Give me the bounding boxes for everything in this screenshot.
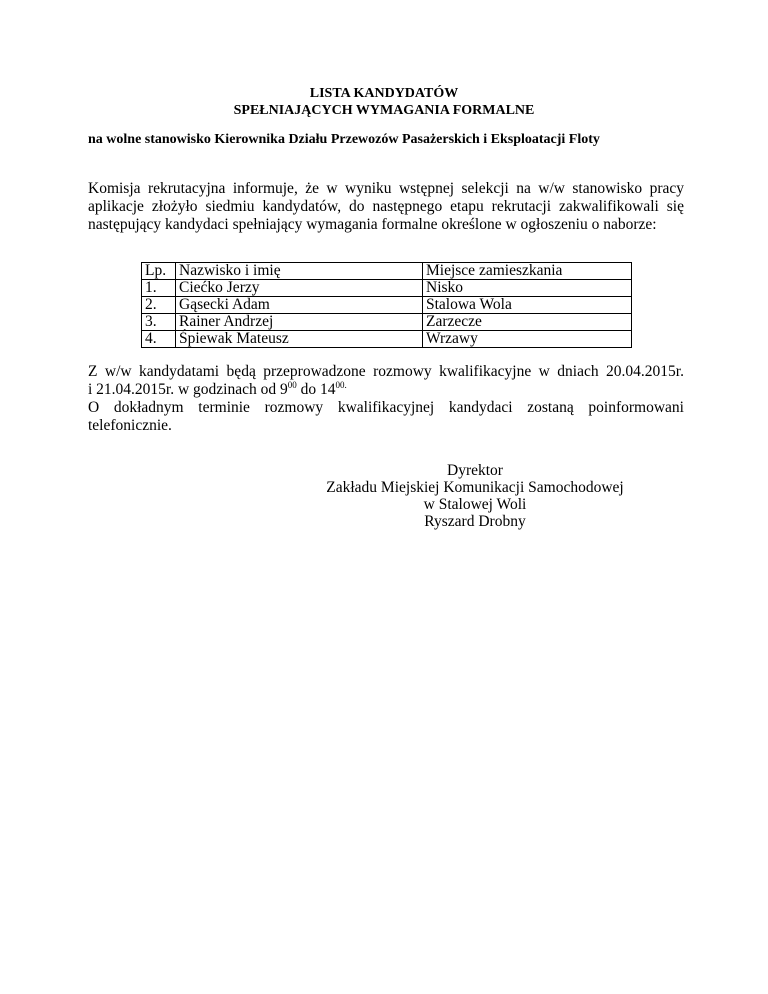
outro-line-hours (88, 381, 684, 399)
table-row (142, 331, 632, 348)
cell-residence: Stalowa Wola (423, 297, 632, 314)
cell-lp: 3. (142, 314, 176, 331)
intro-line: następujący kandydaci spełniający wymagania formalne określone w ogłoszeniu o naborze: (88, 216, 657, 233)
table-row (142, 314, 632, 331)
intro-line: aplikacje złożyło siedmiu kandydatów, do następnego etapu rekrutacji zakwalifikowali się (88, 198, 684, 215)
intro-paragraph (88, 180, 684, 234)
signature-block (325, 462, 625, 530)
signature-organization: Zakładu Miejskiej Komunikacji Samochodowej (326, 479, 624, 496)
cell-name: Gąsecki Adam (176, 297, 423, 314)
candidates-table-wrapper (141, 262, 632, 348)
cell-lp: 4. (142, 331, 176, 348)
outro-line: Z w/w kandydatami będą przeprowadzone rozmowy kwalifikacyjne w dniach 20.04.2015r. (88, 363, 684, 380)
header-name: Nazwisko i imię (176, 263, 423, 280)
document-title-line2: SPEŁNIAJĄCYCH WYMAGANIA FORMALNE (233, 103, 535, 118)
cell-residence: Nisko (423, 280, 632, 297)
cell-residence: Wrzawy (423, 331, 632, 348)
intro-line: Komisja rekrutacyjna informuje, że w wyniku wstępnej selekcji na w/w stanowisko pracy (88, 180, 684, 197)
cell-name: Śpiewak Mateusz (176, 331, 423, 348)
cell-residence: Zarzecze (423, 314, 632, 331)
document-title-line1: LISTA KANDYDATÓW (309, 86, 459, 101)
outro-line: telefonicznie. (88, 417, 172, 434)
outro-line: O dokładnym terminie rozmowy kwalifikacyjnej kandydaci zostaną poinformowani (88, 399, 684, 416)
cell-name: Ciećko Jerzy (176, 280, 423, 297)
table-row (142, 297, 632, 314)
hours-superscript-end: 00. (335, 380, 347, 390)
hours-text-start: i 21.04.2015r. w godzinach od 9 (88, 381, 288, 398)
signature-role: Dyrektor (447, 462, 503, 479)
signature-location: w Stalowej Woli (423, 496, 527, 513)
cell-lp: 1. (142, 280, 176, 297)
signature-name: Ryszard Drobny (424, 513, 526, 530)
header-lp: Lp. (142, 263, 176, 280)
hours-superscript-start: 00 (287, 380, 297, 390)
candidates-table (141, 262, 632, 348)
cell-name: Rainer Andrzej (176, 314, 423, 331)
table-row (142, 280, 632, 297)
position-subtitle: na wolne stanowisko Kierownika Działu Przewozów Pasażerskich i Eksploatacji Floty (88, 132, 600, 147)
interview-paragraph (88, 363, 684, 435)
cell-lp: 2. (142, 297, 176, 314)
header-residence: Miejsce zamieszkania (423, 263, 632, 280)
table-header-row (142, 263, 632, 280)
hours-text-mid: do 14 (296, 381, 336, 398)
